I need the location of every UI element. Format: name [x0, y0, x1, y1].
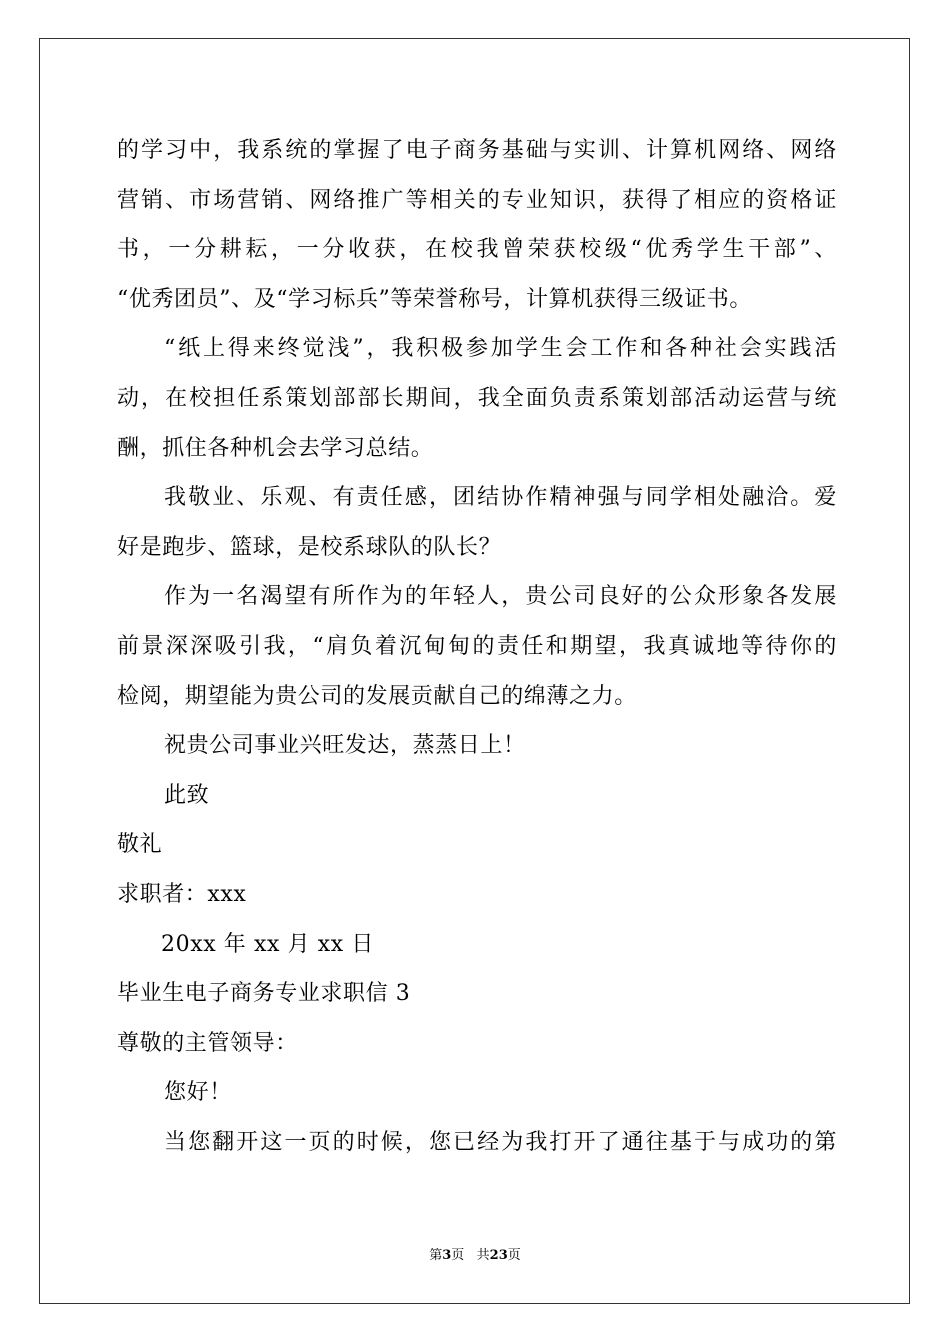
- paragraph-line-6: 动，在校担任系策划部部长期间，我全面负责系策划部活动运营与统: [117, 385, 837, 411]
- paragraph-line-10: 作为一名渴望有所作为的年轻人，贵公司良好的公众形象各发展: [164, 584, 837, 610]
- paragraph-line-11: 前景深深吸引我，“肩负着沉甸甸的责任和期望，我真诚地等待你的: [117, 633, 837, 659]
- signature-applicant: 求职者：xxx: [117, 881, 247, 907]
- paragraph-line-1: 的学习中，我系统的掌握了电子商务基础与实训、计算机网络、网络: [117, 138, 837, 163]
- document-body: [117, 126, 837, 1167]
- paragraph-line-9: 好是跑步、篮球，是校系球队的队长？: [117, 534, 502, 560]
- paragraph-line-2: 营销、市场营销、网络推广等相关的专业知识，获得了相应的资格证: [117, 187, 837, 213]
- letter-greeting: 尊敬的主管领导：: [117, 1030, 298, 1056]
- letter-hello: 您好！: [164, 1080, 232, 1106]
- paragraph-line-4: “优秀团员”、及“学习标兵”等荣誉称号，计算机获得三级证书。: [117, 286, 752, 312]
- footer-prefix: 第: [429, 1248, 443, 1263]
- footer-suffix: 页: [507, 1248, 521, 1263]
- section-title: 毕业生电子商务专业求职信 3: [117, 981, 411, 1007]
- paragraph-line-7: 酬，抓住各种机会去学习总结。: [117, 435, 434, 461]
- footer-current-page: 3: [442, 1248, 452, 1263]
- signature-date: 20xx 年 xx 月 xx 日: [161, 931, 375, 957]
- paragraph-line-12: 检阅，期望能为贵公司的发展贡献自己的绵薄之力。: [117, 683, 637, 709]
- footer-total-pages: 23: [489, 1248, 508, 1263]
- closing-regards: 敬礼: [117, 832, 163, 858]
- closing-wish: 祝贵公司事业兴旺发达，蒸蒸日上！: [164, 733, 526, 759]
- paragraph-line-5: “纸上得来终觉浅”，我积极参加学生会工作和各种社会实践活: [164, 336, 837, 362]
- paragraph-line-8: 我敬业、乐观、有责任感，团结协作精神强与同学相处融洽。爱: [164, 485, 837, 511]
- paragraph-line-3: 书，一分耕耘，一分收获，在校我曾荣获校级“优秀学生干部”、: [117, 237, 837, 263]
- page-footer: [0, 1247, 950, 1265]
- footer-mid: 页 共: [451, 1248, 490, 1263]
- paragraph-line-last: 当您翻开这一页的时候，您已经为我打开了通往基于与成功的第: [164, 1129, 837, 1155]
- closing-salutation: 此致: [164, 782, 210, 808]
